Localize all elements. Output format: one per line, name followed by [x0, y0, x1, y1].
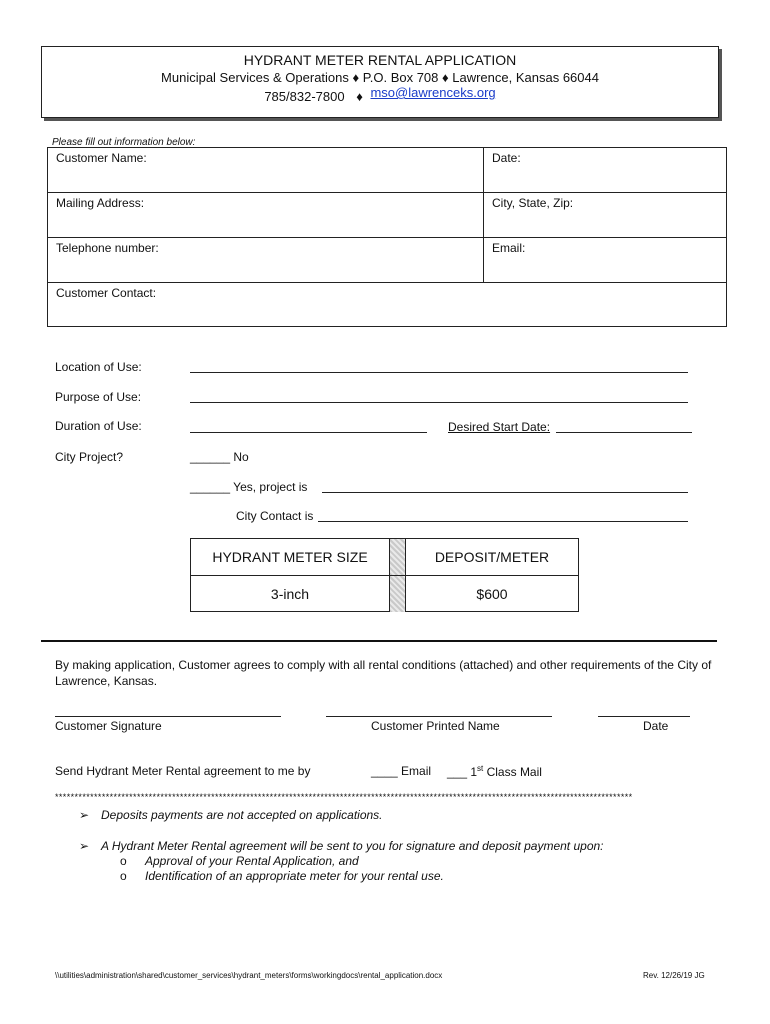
yes-option[interactable]: ______ Yes, project is: [190, 480, 308, 494]
send-by-label: Send Hydrant Meter Rental agreement to me by: [55, 764, 311, 778]
deposit-value: $600: [476, 586, 508, 602]
section-divider: [41, 640, 717, 642]
sub-note-text: Identification of an appropriate meter for your rental use.: [145, 869, 444, 883]
date-label: Date:: [492, 151, 521, 165]
diamond-separator: ♦: [356, 89, 363, 104]
duration-label: Duration of Use:: [55, 419, 142, 433]
mail-superscript: st: [477, 764, 484, 773]
location-label: Location of Use:: [55, 360, 142, 374]
purpose-input-line[interactable]: [190, 402, 688, 403]
desired-start-input-line[interactable]: [556, 432, 692, 433]
mail-delivery-option[interactable]: [447, 764, 542, 779]
table-row: [191, 539, 578, 576]
customer-contact-field[interactable]: [48, 283, 726, 328]
city-contact-input-line[interactable]: [318, 521, 688, 522]
asterisk-divider: ****************************************************************************************************************************************************: [55, 792, 633, 802]
shaded-divider: [389, 539, 406, 575]
printed-name-label: Customer Printed Name: [371, 719, 500, 733]
city-project-label: City Project?: [55, 450, 124, 464]
table-row: [48, 148, 726, 193]
date-signature-label: Date: [643, 719, 669, 733]
file-path: \\utilities\administration\shared\customer_services\hydrant_meters\forms\workingdocs\rental_application.docx: [55, 971, 443, 980]
table-row: [191, 576, 578, 612]
note-text: A Hydrant Meter Rental agreement will be sent to you for signature and deposit payment upon:: [101, 839, 604, 853]
sub-note-text: Approval of your Rental Application, and: [145, 854, 359, 868]
mailing-address-label: Mailing Address:: [56, 196, 145, 210]
project-input-line[interactable]: [322, 492, 688, 493]
city-state-zip-field[interactable]: [484, 193, 726, 237]
customer-name-label: Customer Name:: [56, 151, 147, 165]
note-text: Deposits payments are not accepted on applications.: [101, 808, 383, 822]
circle-bullet-icon: o: [120, 854, 127, 868]
city-state-zip-label: City, State, Zip:: [492, 196, 574, 210]
table-row: [48, 193, 726, 238]
instruction-text: Please fill out information below:: [52, 137, 196, 148]
date-field[interactable]: [484, 148, 726, 192]
meter-size-header: HYDRANT METER SIZE: [212, 549, 368, 565]
purpose-label: Purpose of Use:: [55, 390, 142, 404]
duration-input-line[interactable]: [190, 432, 427, 433]
contact-line: [42, 85, 718, 104]
table-row: [48, 238, 726, 283]
email-field[interactable]: [484, 238, 726, 282]
circle-bullet-icon: o: [120, 869, 127, 883]
customer-name-field[interactable]: [48, 148, 484, 192]
meter-size-value: 3-inch: [270, 586, 310, 602]
revision-label: Rev. 12/26/19 JG: [643, 971, 705, 980]
email-label: Email:: [492, 241, 526, 255]
agreement-text: By making application, Customer agrees to comply with all rental conditions (attached) and other requirements of the City of Lawrence, Kansas.: [55, 658, 712, 688]
city-contact-label: City Contact is: [236, 509, 314, 523]
mail-rest: Class Mail: [483, 765, 542, 779]
shaded-divider: [389, 576, 406, 612]
mailing-address-field[interactable]: [48, 193, 484, 237]
no-option[interactable]: ______ No: [190, 450, 249, 464]
table-row: [48, 283, 726, 328]
telephone-label: Telephone number:: [56, 241, 159, 255]
meter-table: [190, 538, 579, 612]
printed-name-line[interactable]: [326, 716, 552, 717]
desired-start-label: Desired Start Date:: [448, 420, 551, 434]
signature-label: Customer Signature: [55, 719, 162, 733]
phone-number: 785/832-7800: [264, 89, 345, 104]
signature-line[interactable]: [55, 716, 281, 717]
email-delivery-option[interactable]: ____ Email: [371, 764, 432, 778]
email-link[interactable]: mso@lawrenceks.org: [370, 85, 496, 100]
telephone-field[interactable]: [48, 238, 484, 282]
note-item: [79, 808, 383, 822]
sub-note-item: [120, 854, 359, 868]
location-input-line[interactable]: [190, 372, 688, 373]
note-item: [79, 839, 604, 853]
sub-note-item: [120, 869, 444, 883]
mail-blank: ___ 1: [447, 765, 478, 779]
customer-info-table: [47, 147, 727, 327]
header-box: [41, 46, 719, 118]
date-line[interactable]: [598, 716, 690, 717]
department-address: Municipal Services & Operations ♦ P.O. Box 708 ♦ Lawrence, Kansas 66044: [161, 70, 599, 85]
arrow-bullet-icon: ➢: [79, 808, 90, 822]
arrow-bullet-icon: ➢: [79, 839, 90, 853]
customer-contact-label: Customer Contact:: [56, 286, 157, 300]
form-title: HYDRANT METER RENTAL APPLICATION: [243, 52, 517, 68]
deposit-header: DEPOSIT/METER: [434, 549, 550, 565]
